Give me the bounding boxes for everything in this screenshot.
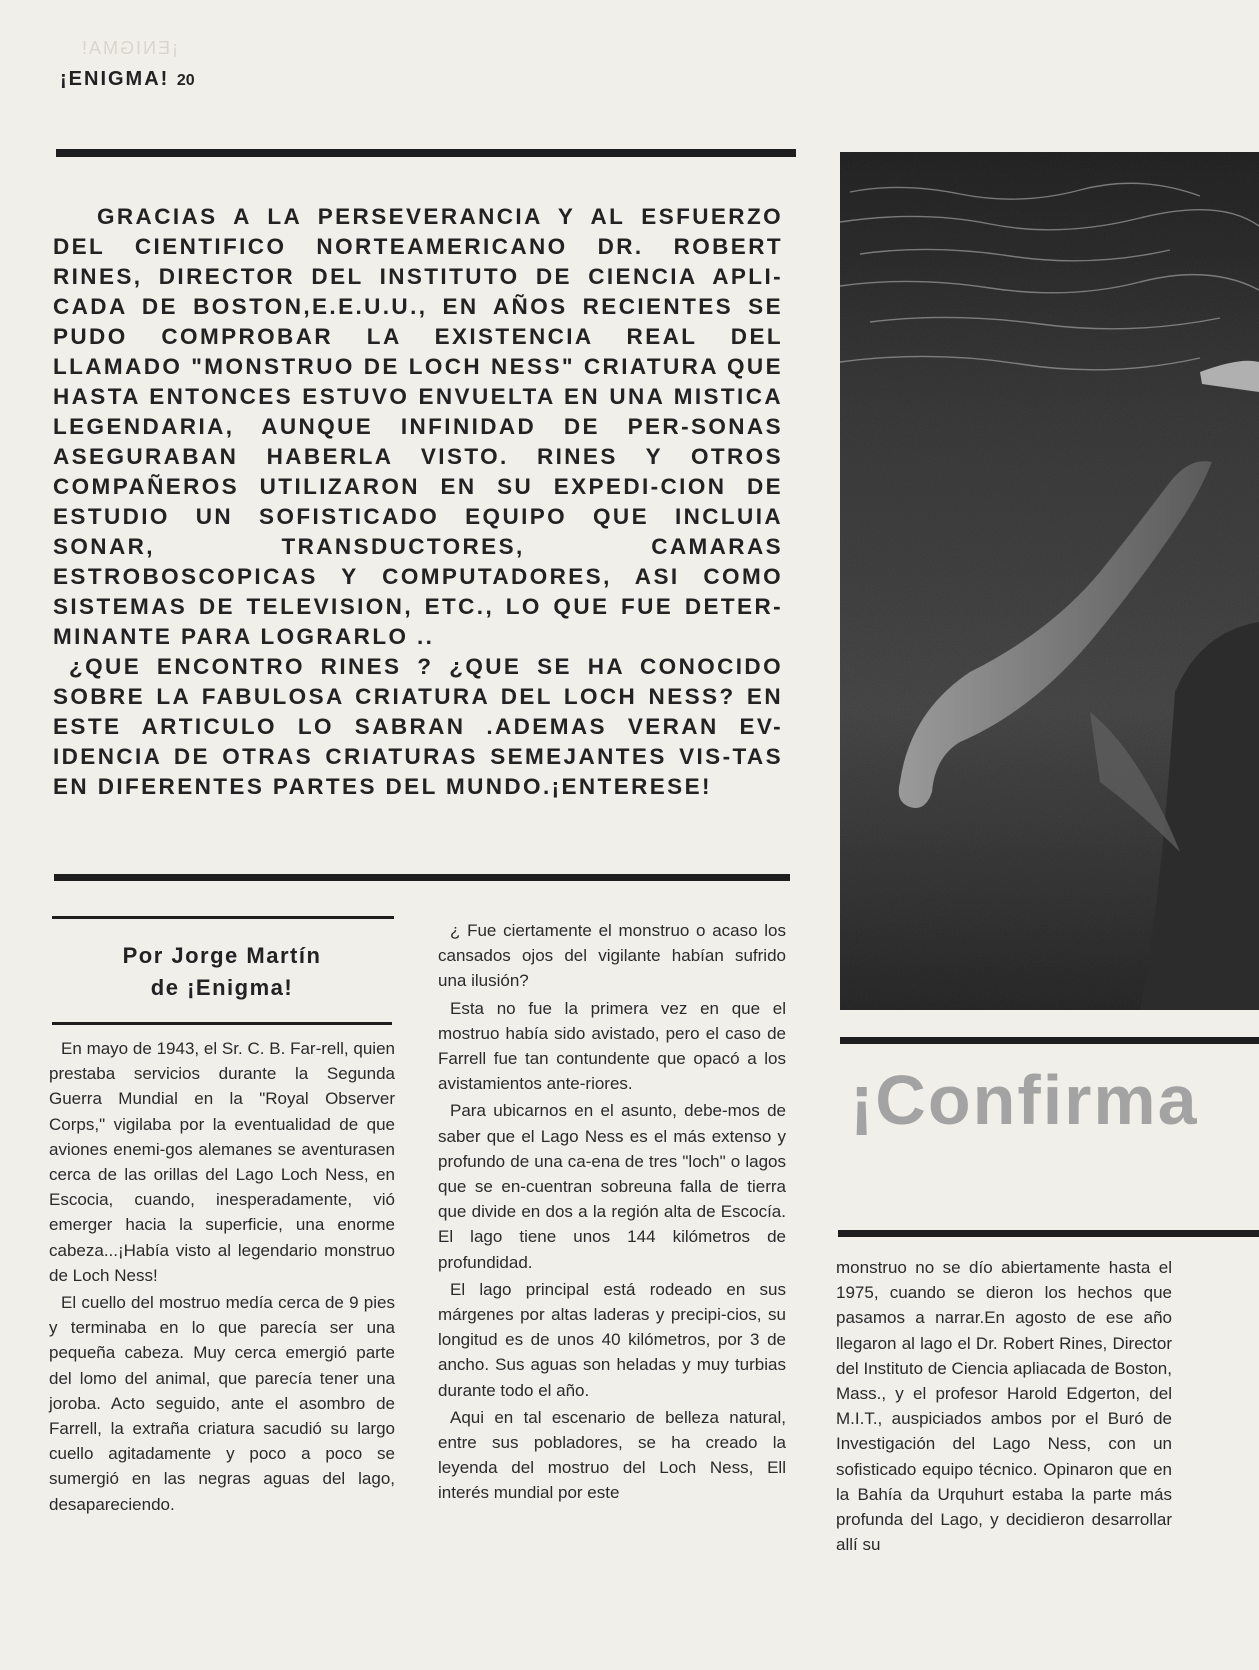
page-header bbox=[60, 68, 195, 91]
col1-paragraph-1: En mayo de 1943, el Sr. C. B. Far-rell, quien prestaba servicios durante la Segunda Guerra Mundial en la "Royal Observer Corps," vigilaba por la eventualidad de que aviones enemi-gos alemanes se aventurasen cerca de las orillas del Lago Loch Ness, en Escocia, cuando, inesperadamente, vió emerger hacia la superficie, una enorme cabeza...¡Había visto al legendario monstruo de Loch Ness! bbox=[49, 1039, 395, 1285]
byline bbox=[52, 940, 392, 1004]
col2-paragraph-2: Esta no fue la primera vez en que el mostruo había sido avistado, pero el caso de Farrell fue tan contundente que opacó a los avistamientos ante-riores. bbox=[438, 998, 786, 1094]
intro-paragraph-1: GRACIAS A LA PERSEVERANCIA Y AL ESFUERZO DEL CIENTIFICO NORTEAMERICANO DR. ROBERT RINES, DIRECTOR DEL INSTITUTO DE CIENCIA APLI-CADA DE BOSTON,E.E.U.U., EN AÑOS RECIENTES SE PUDO COMPROBAR LA EXISTENCIA REAL DEL LLAMADO "MONSTRUO DE LOCH NESS" CRIATURA QUE HASTA ENTONCES ESTUVO ENVUELTA EN UNA MISTICA LEGENDARIA, AUNQUE INFINIDAD DE PER-SONAS ASEGURABAN HABERLA VISTO. RINES Y OTROS COMPAÑEROS UTILIZARON EN SU EXPEDI-CION DE ESTUDIO UN SOFISTICADO EQUIPO QUE INCLUIA SONAR, TRANSDUCTORES, CAMARAS ESTROBOSCOPICAS Y COMPUTADORES, ASI COMO SISTEMAS DE TELEVISION, ETC., LO QUE FUE DETER-MINANTE PARA LOGRARLO .. bbox=[53, 204, 783, 649]
top-rule bbox=[56, 149, 796, 157]
article-column-3 bbox=[836, 1255, 1172, 1559]
intro-bottom-rule bbox=[54, 874, 790, 881]
article-headline: ¡Confirma bbox=[850, 1061, 1199, 1139]
col3-paragraph-1: monstruo no se dío abiertamente hasta el 1975, cuando se dieron los hechos que pasamos a narrar.En agosto de ese año llegaron al lago el Dr. Robert Rines, Director del Instituto de Ciencia apliacada de Boston, Mass., y el profesor Harold Edgerton, del M.I.T., auspiciados ambos por el Buró de Investigación del Lago Ness, con un sofisticado equipo técnico. Opinaron que en la Bahía da Urquhurt estaba la parte más profunda del Lago, y decidieron desarrollar allí su bbox=[836, 1258, 1172, 1555]
col2-paragraph-1: ¿ Fue ciertamente el monstruo o acaso los cansados ojos del vigilante habían sufrido una ilusión? bbox=[438, 921, 786, 991]
byline-source: de ¡Enigma! bbox=[150, 975, 294, 1000]
intro-block bbox=[53, 202, 783, 842]
byline-top-rule bbox=[52, 916, 394, 919]
bleed-through-text: ¡ENIGMA! bbox=[80, 38, 179, 58]
magazine-name: ¡ENIGMA! bbox=[60, 68, 170, 90]
byline-author: Por Jorge Martín bbox=[122, 943, 322, 968]
article-column-1 bbox=[49, 1036, 395, 1519]
page-number: 20 bbox=[176, 72, 195, 89]
loch-ness-monster-photo bbox=[840, 152, 1259, 1010]
headline-top-rule bbox=[840, 1037, 1259, 1044]
col2-paragraph-4: El lago principal está rodeado en sus márgenes por altas laderas y precipi-cios, su longitud es de unos 40 kilómetros, por 3 de ancho. Sus aguas son heladas y muy turbias durante todo el año. bbox=[438, 1279, 786, 1400]
col1-paragraph-2: El cuello del mostruo medía cerca de 9 pies y terminaba en lo que parecía ser una pequeña cabeza. Muy cerca emergió parte del lomo del animal, que parecía tener una joroba. Acto seguido, ante el asombro de Farrell, la extraña criatura sacudió su largo cuello agitadamente y poco a poco se sumergió en las negras aguas del lago, desapareciendo. bbox=[49, 1293, 395, 1514]
byline-bottom-rule bbox=[52, 1022, 392, 1025]
article-column-2 bbox=[438, 918, 786, 1508]
col2-paragraph-3: Para ubicarnos en el asunto, debe-mos de saber que el Lago Ness es el más extenso y profundo de una ca-ena de tres "loch" o lagos que se en-cuentran sobreuna falla de tierra que divide en dos a la región alta de Escocía. El lago tiene unos 144 kilómetros de profundidad. bbox=[438, 1101, 786, 1272]
headline-bottom-rule bbox=[838, 1230, 1259, 1237]
col2-paragraph-5: Aqui en tal escenario de belleza natural, entre sus pobladores, se ha creado la leyenda del mostruo del Loch Ness, Ell interés mundial por este bbox=[438, 1407, 786, 1503]
intro-paragraph-2: ¿QUE ENCONTRO RINES ? ¿QUE SE HA CONOCIDO SOBRE LA FABULOSA CRIATURA DEL LOCH NESS? EN ESTE ARTICULO LO SABRAN .ADEMAS VERAN EV-IDENCIA DE OTRAS CRIATURAS SEMEJANTES VIS-TAS EN DIFERENTES PARTES DEL MUNDO.¡ENTERESE! bbox=[53, 654, 783, 799]
